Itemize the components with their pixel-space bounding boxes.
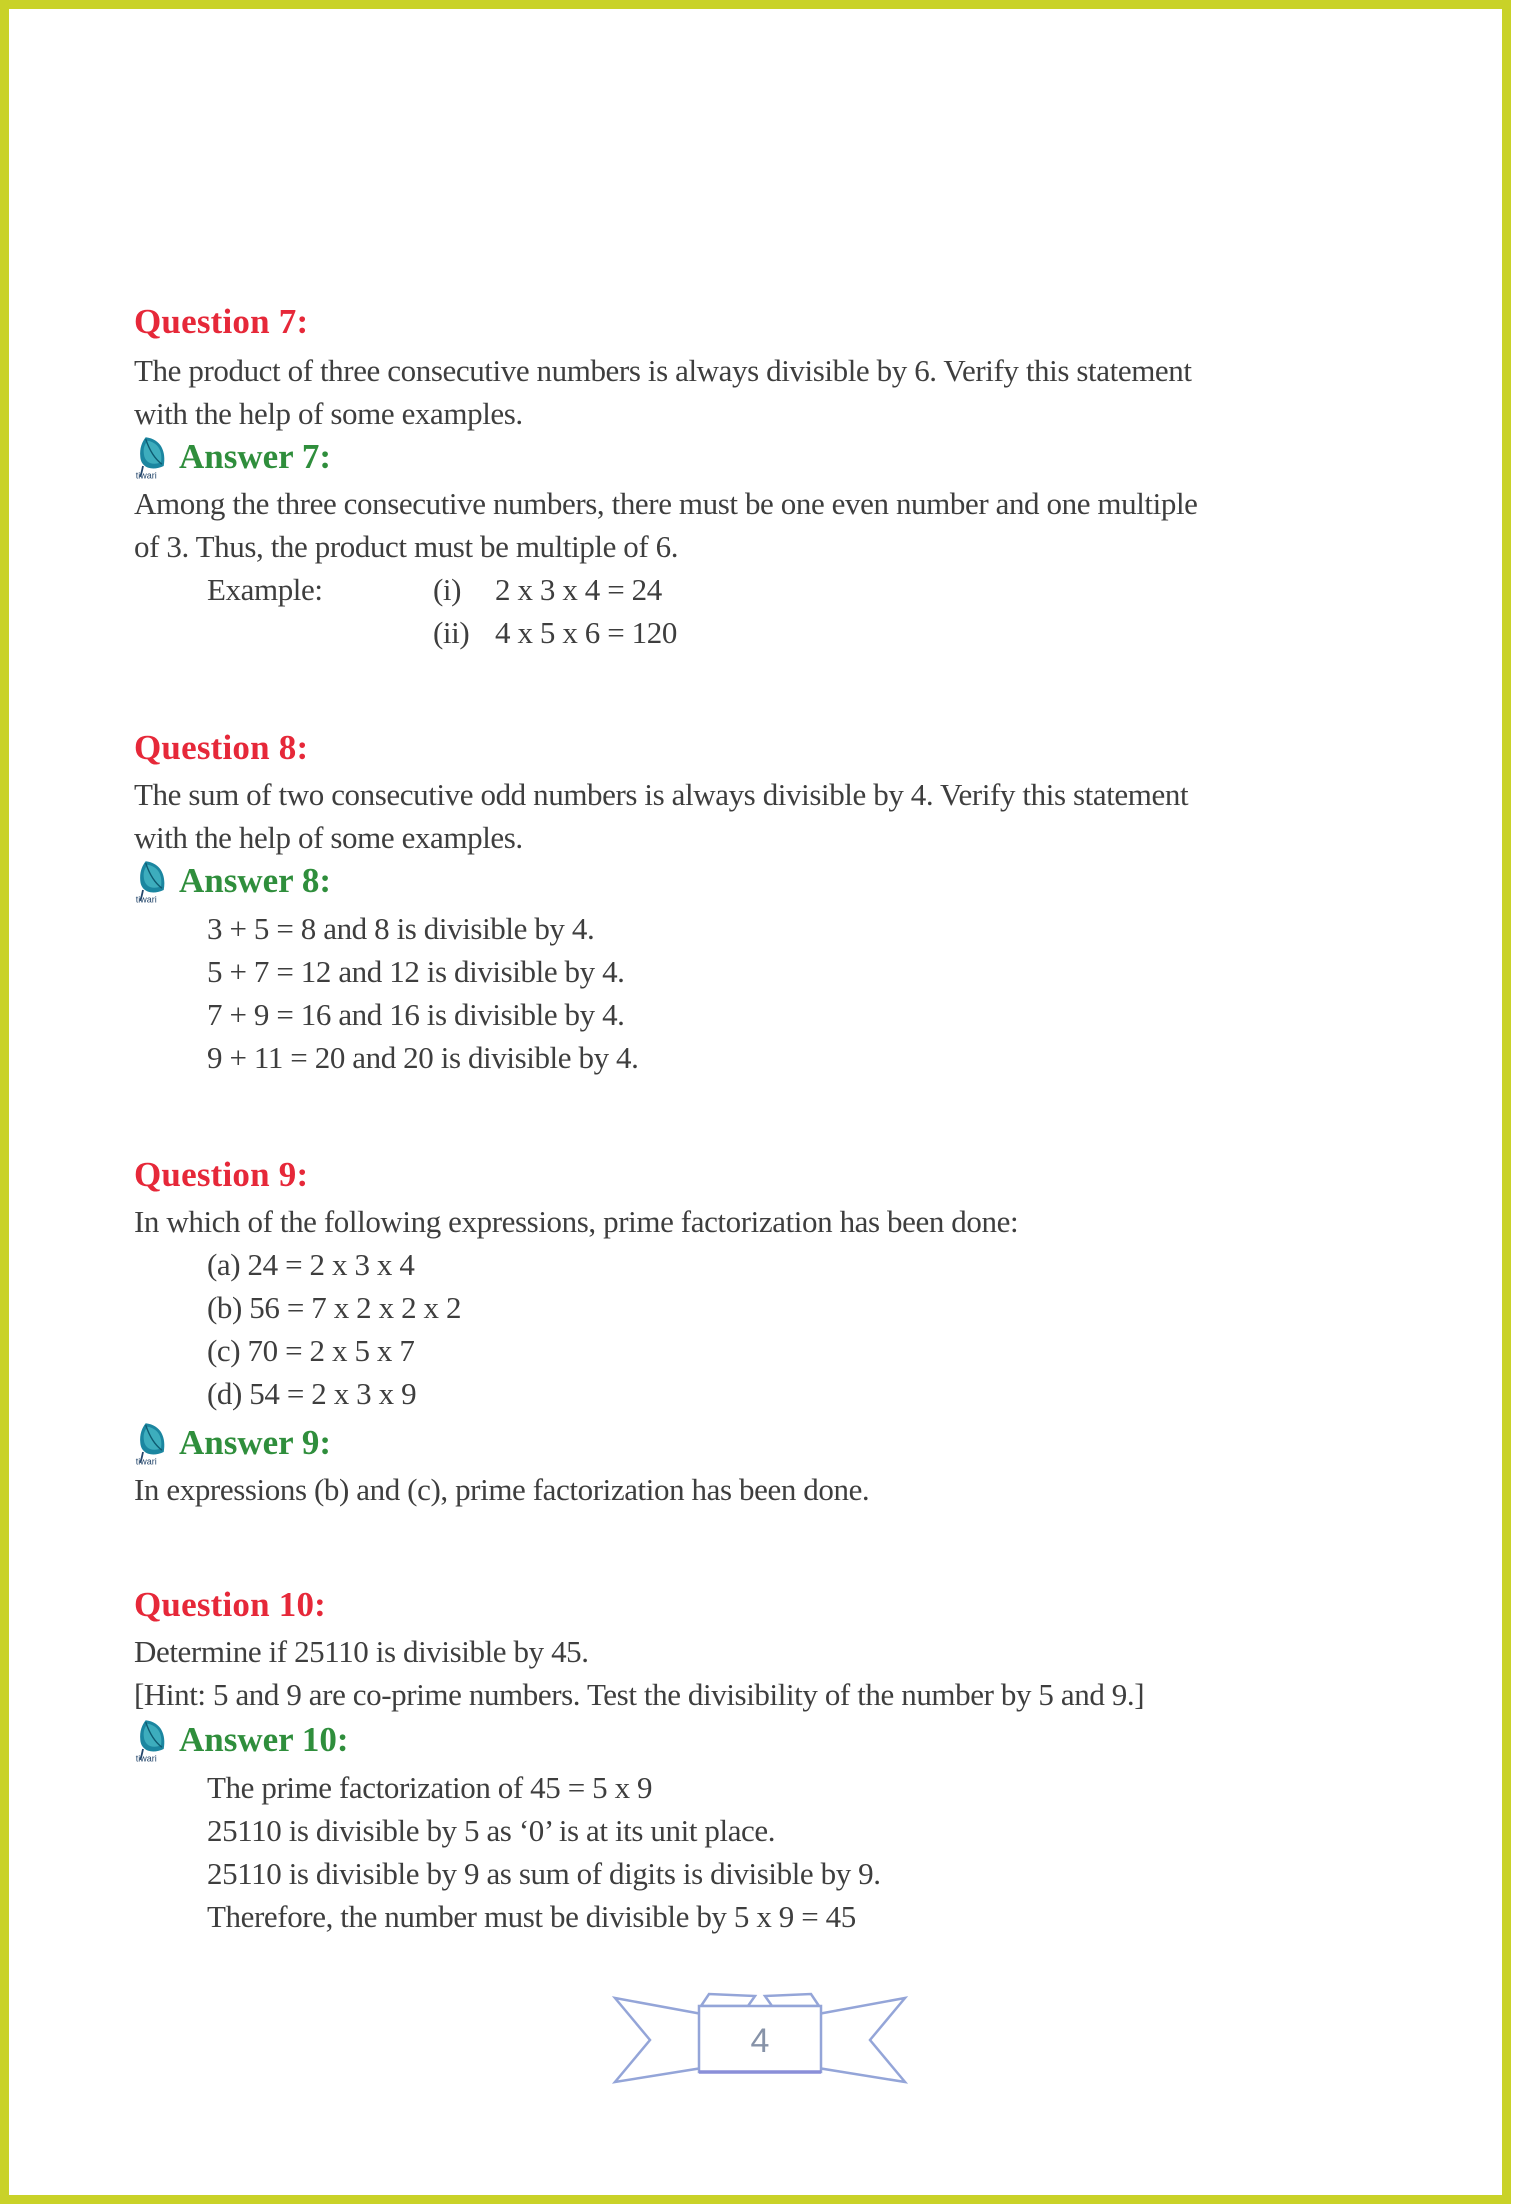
example-row xyxy=(134,611,1386,654)
question-heading: Question 7: xyxy=(134,302,309,341)
option-list xyxy=(134,1243,1386,1415)
option-item: (b) 56 = 7 x 2 x 2 x 2 xyxy=(207,1290,462,1325)
answer-list xyxy=(134,1766,1386,1938)
logo-text: tiwari xyxy=(135,1456,157,1467)
option-item: (d) 54 = 2 x 3 x 9 xyxy=(207,1376,417,1411)
question-heading: Question 9: xyxy=(134,1155,309,1194)
question-text-line: In which of the following expressions, prime factorization has been done: xyxy=(134,1204,1019,1239)
logo-text: tiwari xyxy=(135,894,157,905)
example-block xyxy=(134,568,1386,654)
tiwari-leaf-logo-icon xyxy=(134,857,170,905)
example-index: (i) xyxy=(433,572,462,607)
answer-heading-row xyxy=(134,1421,1386,1467)
answer-heading-row xyxy=(134,1718,1386,1764)
answer-heading: Answer 9: xyxy=(179,1423,331,1462)
answer-line: Therefore, the number must be divisible by 5 x 9 = 45 xyxy=(207,1899,856,1934)
example-expression: 2 x 3 x 4 = 24 xyxy=(495,572,662,607)
answer-heading: Answer 8: xyxy=(179,861,331,900)
answer-line: The prime factorization of 45 = 5 x 9 xyxy=(207,1770,653,1805)
answer-text-line: of 3. Thus, the product must be multiple of 6. xyxy=(134,529,679,564)
question-hint-line: [Hint: 5 and 9 are co-prime numbers. Test the divisibility of the number by 5 and 9.] xyxy=(134,1677,1145,1712)
example-label-spacer xyxy=(207,611,433,654)
page-number: 4 xyxy=(750,2022,770,2060)
example-expression: 4 x 5 x 6 = 120 xyxy=(495,615,677,650)
tiwari-leaf-logo-icon xyxy=(134,433,170,481)
question-text xyxy=(134,1630,1386,1716)
ribbon-banner-icon xyxy=(605,1984,915,2096)
answer-line: 25110 is divisible by 9 as sum of digits is divisible by 9. xyxy=(207,1856,881,1891)
answer-heading: Answer 7: xyxy=(179,437,331,476)
question-heading: Question 10: xyxy=(134,1585,326,1624)
question-text-line: with the help of some examples. xyxy=(134,396,523,431)
question-10-section xyxy=(134,1583,1386,1938)
question-text-line: with the help of some examples. xyxy=(134,820,523,855)
answer-line: 7 + 9 = 16 and 16 is divisible by 4. xyxy=(207,997,625,1032)
example-index: (ii) xyxy=(433,615,470,650)
ribbon-left-wing xyxy=(615,1998,702,2082)
answer-heading-row xyxy=(134,859,1386,905)
answer-list xyxy=(134,907,1386,1079)
question-text-line: The sum of two consecutive odd numbers is always divisible by 4. Verify this statement xyxy=(134,777,1189,812)
question-8-section xyxy=(134,726,1386,1079)
logo-text: tiwari xyxy=(135,1753,157,1764)
answer-line: 25110 is divisible by 5 as ‘0’ is at its unit place. xyxy=(207,1813,776,1848)
tiwari-leaf-logo-icon xyxy=(134,1716,170,1764)
page-content xyxy=(134,0,1386,2096)
answer-text-line: Among the three consecutive numbers, there must be one even number and one multiple xyxy=(134,486,1198,521)
question-9-section xyxy=(134,1153,1386,1511)
example-label: Example: xyxy=(207,572,323,607)
option-item: (a) 24 = 2 x 3 x 4 xyxy=(207,1247,415,1282)
ribbon-right-fold xyxy=(765,1994,819,2006)
option-item: (c) 70 = 2 x 5 x 7 xyxy=(207,1333,415,1368)
tiwari-leaf-logo-icon xyxy=(134,1419,170,1467)
question-text xyxy=(134,773,1386,859)
ribbon-right-wing xyxy=(818,1998,905,2082)
question-text-line: Determine if 25110 is divisible by 45. xyxy=(134,1634,589,1669)
question-heading: Question 8: xyxy=(134,728,309,767)
answer-heading: Answer 10: xyxy=(179,1720,349,1759)
answer-line: 9 + 11 = 20 and 20 is divisible by 4. xyxy=(207,1040,639,1075)
answer-text xyxy=(134,1468,1386,1511)
ribbon-left-fold xyxy=(701,1994,755,2006)
answer-text xyxy=(134,482,1386,568)
question-text xyxy=(134,349,1386,435)
example-row xyxy=(134,568,1386,611)
logo-text: tiwari xyxy=(135,470,157,481)
answer-text-line: In expressions (b) and (c), prime factorization has been done. xyxy=(134,1472,870,1507)
question-text xyxy=(134,1200,1386,1243)
question-text-line: The product of three consecutive numbers is always divisible by 6. Verify this statement xyxy=(134,353,1192,388)
page-number-banner xyxy=(134,1984,1386,2096)
answer-line: 3 + 5 = 8 and 8 is divisible by 4. xyxy=(207,911,595,946)
answer-line: 5 + 7 = 12 and 12 is divisible by 4. xyxy=(207,954,625,989)
question-7-section xyxy=(134,300,1386,654)
answer-heading-row xyxy=(134,435,1386,481)
